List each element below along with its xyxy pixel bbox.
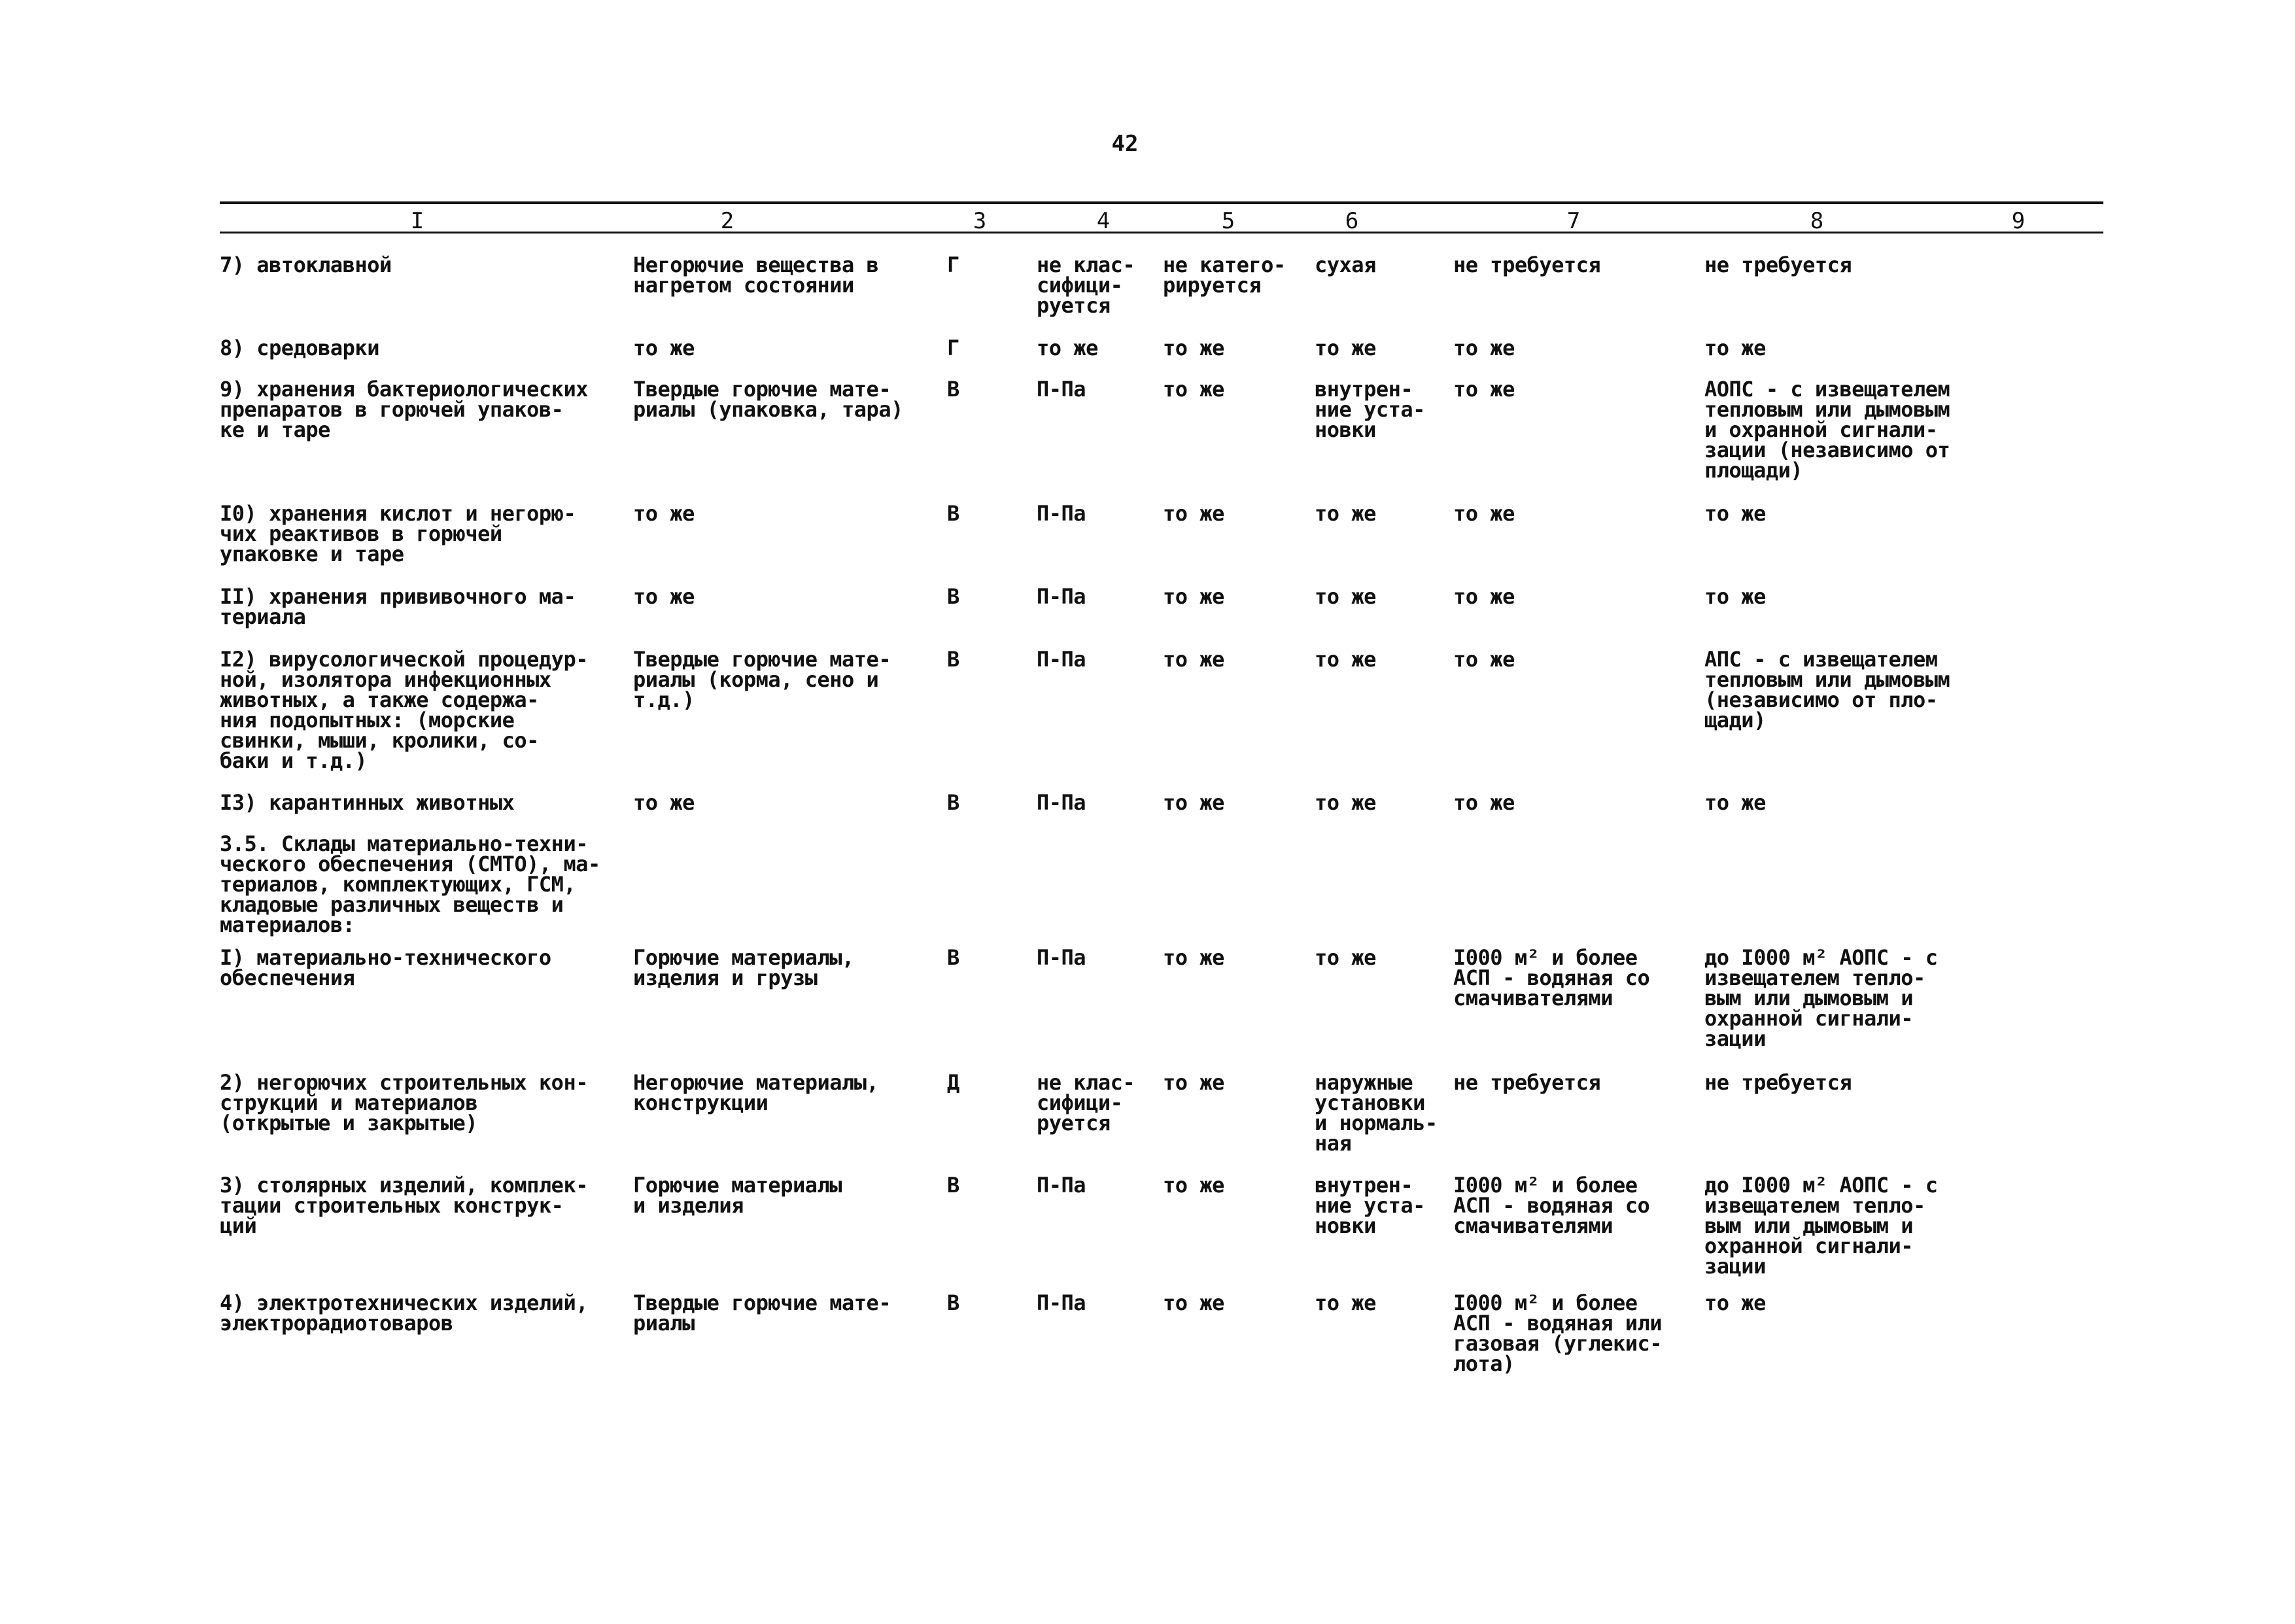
column-number: 2 <box>720 208 734 234</box>
table-cell-col-2: Твердые горючие мате- риалы <box>633 1290 891 1336</box>
table-cell-col-8: то же <box>1704 584 1766 609</box>
table-cell-col-6: сухая <box>1315 252 1376 277</box>
table-cell-col-3: Д <box>947 1070 959 1095</box>
table-cell-col-4: П-Па <box>1037 945 1086 970</box>
column-number: 3 <box>973 208 987 234</box>
table-cell-col-5: то же <box>1163 336 1224 360</box>
table-cell-col-3: В <box>947 377 959 402</box>
table-cell-col-8: то же <box>1704 1290 1766 1315</box>
table-cell-col-4: П-Па <box>1037 790 1086 815</box>
table-cell-col-8: то же <box>1704 336 1766 360</box>
table-top-rule <box>220 201 2103 204</box>
table-cell-col-5: то же <box>1163 790 1224 815</box>
table-cell-col-1: 9) хранения бактериологических препаратов в горючей упаков- ке и таре <box>220 377 588 442</box>
table-cell-col-1: 4) электротехнических изделий, электрорадиотоваров <box>220 1290 588 1336</box>
column-number: I <box>410 208 424 234</box>
table-cell-col-6: внутрен- ние уста- новки <box>1315 1173 1425 1238</box>
table-cell-col-2: Горючие материалы и изделия <box>633 1173 842 1218</box>
column-number: 6 <box>1345 208 1359 234</box>
table-cell-col-2: Горючие материалы, изделия и грузы <box>633 945 854 990</box>
table-cell-col-1: I0) хранения кислот и негорю- чих реактивов в горючей упаковке и таре <box>220 501 576 566</box>
table-cell-col-4: П-Па <box>1037 1290 1086 1315</box>
table-cell-col-5: то же <box>1163 377 1224 402</box>
page-number: 42 <box>1111 131 1139 157</box>
table-cell-col-5: то же <box>1163 1070 1224 1095</box>
table-cell-col-7: не требуется <box>1453 252 1601 277</box>
table-cell-col-3: Г <box>947 252 959 277</box>
table-cell-col-2: то же <box>633 501 695 526</box>
table-cell-col-7: I000 м² и более АСП - водяная со смачивателями <box>1453 1173 1650 1238</box>
table-cell-col-1: 2) негорючих строительных кон- струкций и материалов (открытые и закрытые) <box>220 1070 588 1135</box>
table-cell-col-8: до I000 м² АОПС - с извещателем тепло- вым или дымовым и охранной сигнали- зации <box>1704 1173 1938 1279</box>
table-cell-col-5: то же <box>1163 945 1224 970</box>
column-number: 5 <box>1221 208 1235 234</box>
table-cell-col-4: П-Па <box>1037 501 1086 526</box>
table-cell-col-3: В <box>947 1290 959 1315</box>
table-cell-col-5: то же <box>1163 1173 1224 1198</box>
table-cell-col-6: то же <box>1315 945 1376 970</box>
table-cell-col-1: I2) вирусологической процедур- ной, изолятора инфекционных животных, а также содержа- ния подопытных: (морские свинки, мыши, кролики, со- баки и т.д.) <box>220 647 588 773</box>
table-cell-col-6: то же <box>1315 1290 1376 1315</box>
table-cell-col-5: не катего- рируется <box>1163 252 1286 298</box>
column-number: 4 <box>1096 208 1111 234</box>
table-cell-col-2: то же <box>633 790 695 815</box>
table-cell-col-6: внутрен- ние уста- новки <box>1315 377 1425 442</box>
table-cell-col-1: I) материально-технического обеспечения <box>220 945 551 990</box>
table-header-rule <box>220 232 2103 233</box>
table-cell-col-7: то же <box>1453 501 1515 526</box>
table-cell-col-7: то же <box>1453 336 1515 360</box>
table-cell-col-4: не клас- сифици- руется <box>1037 252 1135 318</box>
table-cell-col-4: П-Па <box>1037 647 1086 672</box>
table-cell-col-7: I000 м² и более АСП - водяная со смачивателями <box>1453 945 1650 1011</box>
table-cell-col-6: то же <box>1315 647 1376 672</box>
table-cell-col-8: не требуется <box>1704 252 1852 277</box>
table-cell-col-7: то же <box>1453 647 1515 672</box>
table-cell-col-7: не требуется <box>1453 1070 1601 1095</box>
table-cell-col-1: I3) карантинных животных <box>220 790 515 815</box>
column-number: 9 <box>2011 208 2026 234</box>
table-cell-col-4: не клас- сифици- руется <box>1037 1070 1135 1135</box>
table-cell-col-1: 7) автоклавной <box>220 252 392 277</box>
table-cell-col-3: В <box>947 945 959 970</box>
table-cell-col-3: В <box>947 584 959 609</box>
table-cell-col-6: то же <box>1315 501 1376 526</box>
table-cell-col-1: II) хранения прививочного ма- териала <box>220 584 576 629</box>
table-cell-col-7: то же <box>1453 584 1515 609</box>
table-cell-col-8: АОПС - с извещателем тепловым или дымовым и охранной сигнали- зации (независимо от площади) <box>1704 377 1950 483</box>
table-cell-col-6: то же <box>1315 584 1376 609</box>
table-cell-col-6: наружные установки и нормаль- ная <box>1315 1070 1438 1156</box>
table-cell-col-2: Негорючие вещества в нагретом состоянии <box>633 252 879 298</box>
table-cell-col-2: Твердые горючие мате- риалы (упаковка, тара) <box>633 377 903 422</box>
table-cell-col-1: 3) столярных изделий, комплек- тации строительных конструк- ций <box>220 1173 588 1238</box>
table-cell-col-5: то же <box>1163 647 1224 672</box>
table-cell-col-4: П-Па <box>1037 1173 1086 1198</box>
table-cell-col-3: В <box>947 790 959 815</box>
table-cell-col-2: Негорючие материалы, конструкции <box>633 1070 879 1115</box>
table-cell-col-2: то же <box>633 584 695 609</box>
table-cell-col-2: Твердые горючие мате- риалы (корма, сено и т.д.) <box>633 647 891 712</box>
table-cell-col-7: то же <box>1453 790 1515 815</box>
table-cell-col-8: не требуется <box>1704 1070 1852 1095</box>
table-cell-col-8: до I000 м² АОПС - с извещателем тепло- вым или дымовым и охранной сигнали- зации <box>1704 945 1938 1051</box>
table-cell-col-3: В <box>947 1173 959 1198</box>
table-cell-col-8: то же <box>1704 790 1766 815</box>
table-cell-col-1: 8) средоварки <box>220 336 379 360</box>
table-cell-col-5: то же <box>1163 1290 1224 1315</box>
table-cell-col-5: то же <box>1163 501 1224 526</box>
table-cell-col-7: то же <box>1453 377 1515 402</box>
table-cell-col-6: то же <box>1315 790 1376 815</box>
table-cell-col-4: то же <box>1037 336 1098 360</box>
table-cell-col-3: В <box>947 647 959 672</box>
table-cell-col-8: АПС - с извещателем тепловым или дымовым (независимо от пло- щади) <box>1704 647 1950 733</box>
table-cell-col-5: то же <box>1163 584 1224 609</box>
table-cell-col-7: I000 м² и более АСП - водяная или газовая (углекис- лота) <box>1453 1290 1663 1376</box>
column-number: 8 <box>1810 208 1824 234</box>
table-cell-col-3: В <box>947 501 959 526</box>
table-cell-col-8: то же <box>1704 501 1766 526</box>
table-cell-col-2: то же <box>633 336 695 360</box>
table-cell-col-4: П-Па <box>1037 377 1086 402</box>
table-cell-col-6: то же <box>1315 336 1376 360</box>
table-cell-col-4: П-Па <box>1037 584 1086 609</box>
table-cell-col-3: Г <box>947 336 959 360</box>
column-number: 7 <box>1566 208 1581 234</box>
table-cell-col-1: 3.5. Склады материально-техни- ческого обеспечения (СМТО), ма- териалов, комплектующих, ГСМ, кладовые различных веществ и материалов: <box>220 831 600 937</box>
